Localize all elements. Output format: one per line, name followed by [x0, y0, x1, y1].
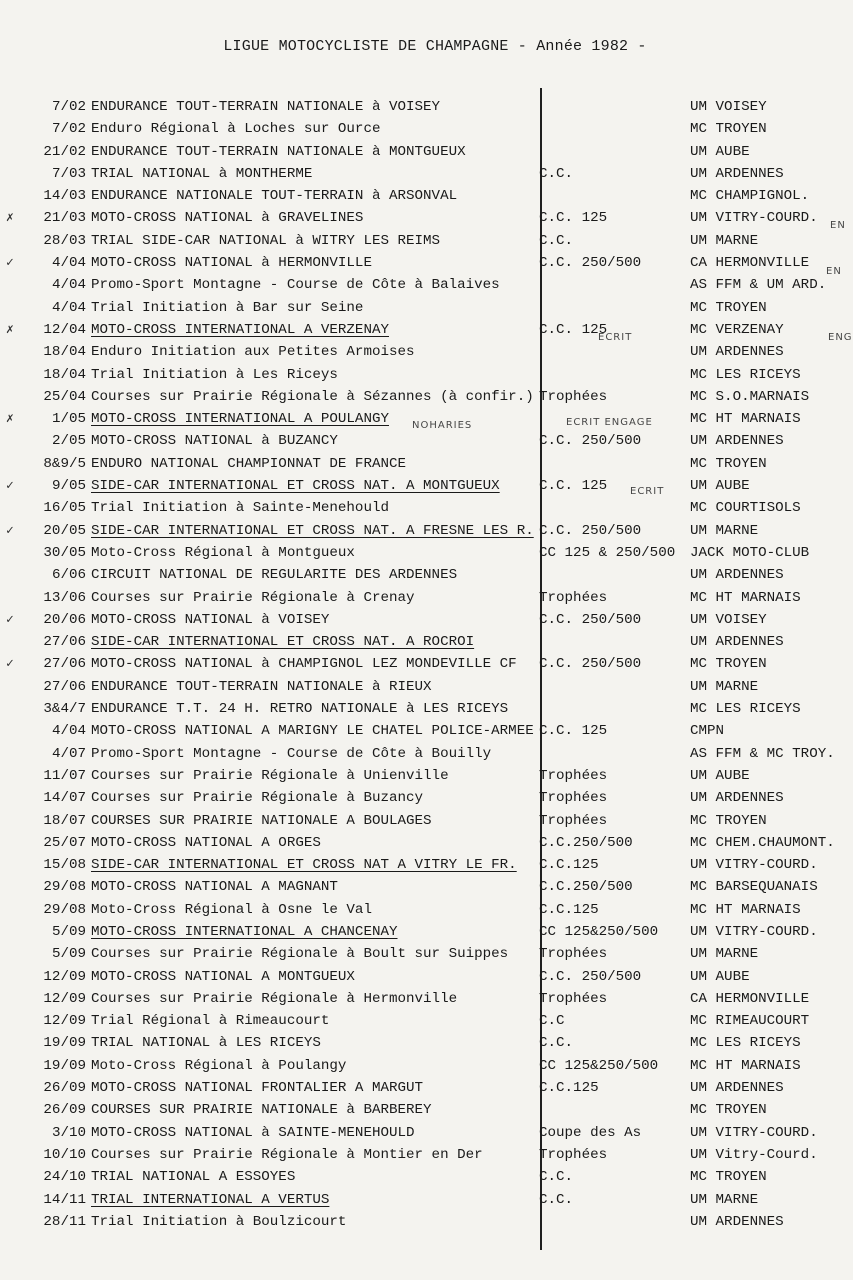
event-date: 2/05: [51, 433, 86, 450]
event-date: 20/06: [43, 611, 86, 628]
event-name: Courses sur Prairie Régionale à Unienville: [91, 767, 449, 784]
event-category: C.C. 250/500: [539, 611, 642, 628]
event-date: 4/04: [51, 299, 86, 316]
event-category: C.C.: [539, 165, 574, 182]
event-date: 12/09: [43, 1013, 86, 1030]
calendar-row: [0, 252, 850, 274]
event-category: C.C. 125: [539, 478, 608, 495]
event-date: 12/09: [43, 990, 86, 1007]
event-category: CC 125&250/500: [539, 923, 659, 940]
event-organizer: UM VOISEY: [690, 99, 767, 115]
event-category: C.C.125: [539, 857, 599, 874]
calendar-row: [0, 230, 850, 252]
event-name: TRIAL NATIONAL A ESSOYES: [91, 1169, 296, 1186]
event-organizer: UM ARDENNES: [690, 790, 784, 807]
event-date: 19/09: [43, 1035, 86, 1052]
event-name: Courses sur Prairie Régionale à Boult sur Suippes: [91, 946, 509, 963]
event-date: 4/04: [51, 723, 86, 740]
event-organizer: UM VITRY-COURD.: [690, 210, 818, 227]
event-date: 24/10: [43, 1169, 86, 1186]
event-name: Trial Initiation à Bar sur Seine: [91, 299, 364, 316]
page-title: LIGUE MOTOCYCLISTE DE CHAMPAGNE - Année 1982 -: [223, 38, 647, 55]
calendar-row: [0, 163, 850, 185]
event-name: COURSES SUR PRAIRIE NATIONALE à BARBEREY: [91, 1102, 432, 1119]
calendar-row: [0, 676, 850, 698]
event-organizer: UM AUBE: [690, 968, 750, 985]
event-organizer: UM ARDENNES: [690, 1213, 784, 1230]
calendar-row: [0, 564, 850, 586]
event-organizer: MC TROYEN: [690, 1169, 767, 1186]
calendar-row: [0, 743, 850, 765]
calendar-row: [0, 899, 850, 921]
event-category: C.C. 250/500: [539, 433, 642, 450]
event-organizer: UM AUBE: [690, 143, 750, 160]
calendar-row: [0, 430, 850, 452]
event-date: 4/04: [51, 277, 86, 294]
calendar-row: [0, 1077, 850, 1099]
event-category: C.C.250/500: [539, 834, 633, 851]
event-organizer: JACK MOTO-CLUB: [690, 544, 810, 561]
event-date: 1/05: [51, 411, 86, 428]
event-name: TRIAL NATIONAL à LES RICEYS: [91, 1035, 321, 1052]
event-name: MOTO-CROSS INTERNATIONAL A VERZENAY: [91, 321, 389, 338]
event-category: C.C.125: [539, 901, 599, 918]
event-organizer: UM ARDENNES: [690, 567, 784, 584]
handwritten-check-mark: ✓: [6, 656, 14, 672]
calendar-row: [0, 475, 850, 497]
event-organizer: MC HT MARNAIS: [690, 589, 801, 606]
event-category: C.C. 250/500: [539, 968, 642, 985]
event-category: CC 125 & 250/500: [539, 544, 676, 561]
event-name: Promo-Sport Montagne - Course de Côte à Bouilly: [91, 745, 492, 762]
calendar-row: [0, 653, 850, 675]
event-date: 7/02: [51, 121, 86, 138]
event-category: Trophées: [539, 388, 608, 405]
event-name: Trial Régional à Rimeaucourt: [91, 1013, 330, 1030]
event-organizer: AS FFM & MC TROY.: [690, 745, 835, 762]
calendar-row: [0, 1122, 850, 1144]
event-date: 18/04: [43, 344, 86, 361]
event-date: 10/10: [43, 1146, 86, 1163]
event-name: COURSES SUR PRAIRIE NATIONALE A BOULAGES: [91, 812, 432, 829]
event-organizer: CA HERMONVILLE: [690, 990, 810, 1007]
event-category: C.C: [539, 1013, 565, 1030]
calendar-row: [0, 587, 850, 609]
event-date: 4/07: [51, 745, 86, 762]
event-date: 3&4/7: [43, 701, 86, 718]
event-category: Coupe des As: [539, 1124, 642, 1141]
event-category: C.C.: [539, 1169, 574, 1186]
event-name: MOTO-CROSS INTERNATIONAL A POULANGY: [91, 411, 389, 428]
event-name: Trial Initiation à Sainte-Menehould: [91, 500, 389, 517]
event-date: 7/02: [51, 99, 86, 115]
event-organizer: MC RIMEAUCOURT: [690, 1013, 810, 1030]
event-name: TRIAL SIDE-CAR NATIONAL à WITRY LES REIMS: [91, 232, 441, 249]
event-name: MOTO-CROSS NATIONAL A MONTGUEUX: [91, 968, 355, 985]
handwritten-note-poulangy: NOHARIES: [412, 420, 473, 431]
calendar-row: [0, 453, 850, 475]
handwritten-check-mark: ✓: [6, 522, 14, 538]
event-date: 26/09: [43, 1102, 86, 1119]
event-organizer: UM AUBE: [690, 767, 750, 784]
event-organizer: MC VERZENAY: [690, 321, 784, 338]
calendar-row: [0, 609, 850, 631]
event-organizer: MC S.O.MARNAIS: [690, 388, 810, 405]
event-category: Trophées: [539, 1146, 608, 1163]
event-organizer: MC TROYEN: [690, 455, 767, 472]
event-organizer: UM MARNE: [690, 1191, 759, 1208]
calendar-row: [0, 876, 850, 898]
event-organizer: MC TROYEN: [690, 812, 767, 829]
event-organizer: UM VITRY-COURD.: [690, 1124, 818, 1141]
event-name: MOTO-CROSS NATIONAL A MARIGNY LE CHATEL POLICE-ARMEE: [91, 723, 534, 740]
event-date: 8&9/5: [43, 455, 86, 472]
event-date: 12/09: [43, 968, 86, 985]
event-date: 18/07: [43, 812, 86, 829]
calendar-row: [0, 386, 850, 408]
calendar-row: [0, 497, 850, 519]
calendar-row: [0, 810, 850, 832]
event-name: Trial Initiation à Les Riceys: [91, 366, 338, 383]
event-date: 9/05: [51, 478, 86, 495]
event-organizer: UM ARDENNES: [690, 1080, 784, 1097]
event-date: 16/05: [43, 500, 86, 517]
event-organizer: MC LES RICEYS: [690, 366, 801, 383]
event-organizer: UM VITRY-COURD.: [690, 857, 818, 874]
calendar-list: [0, 96, 850, 1233]
event-name: Courses sur Prairie Régionale à Sézannes (à confir.): [91, 388, 534, 405]
handwritten-note-montgueux: ECRIT: [630, 486, 665, 497]
event-name: MOTO-CROSS NATIONAL à GRAVELINES: [91, 210, 364, 227]
event-name: MOTO-CROSS NATIONAL à BUZANCY: [91, 433, 338, 450]
event-name: Courses sur Prairie Régionale à Buzancy: [91, 790, 424, 807]
event-organizer: MC CHAMPIGNOL.: [690, 188, 810, 205]
event-name: Moto-Cross Régional à Osne le Val: [91, 901, 372, 918]
handwritten-check-mark: ✗: [6, 210, 14, 226]
handwritten-check-mark: ✓: [6, 611, 14, 627]
calendar-row: [0, 96, 850, 118]
calendar-row: [0, 274, 850, 296]
event-category: C.C.250/500: [539, 879, 633, 896]
event-date: 4/04: [51, 255, 86, 272]
event-organizer: MC COURTISOLS: [690, 500, 801, 517]
event-name: SIDE-CAR INTERNATIONAL ET CROSS NAT. A ROCROI: [91, 634, 475, 651]
calendar-row: [0, 921, 850, 943]
event-organizer: MC HT MARNAIS: [690, 411, 801, 428]
event-name: MOTO-CROSS NATIONAL A MAGNANT: [91, 879, 338, 896]
event-date: 28/11: [43, 1213, 86, 1230]
event-organizer: UM MARNE: [690, 522, 759, 539]
event-organizer: UM ARDENNES: [690, 165, 784, 182]
event-organizer: UM VITRY-COURD.: [690, 923, 818, 940]
event-organizer: MC TROYEN: [690, 656, 767, 673]
event-name: MOTO-CROSS INTERNATIONAL A CHANCENAY: [91, 923, 398, 940]
calendar-row: [0, 988, 850, 1010]
calendar-row: [0, 141, 850, 163]
handwritten-note-poulangy-engage: ECRIT ENGAGE: [566, 417, 653, 428]
event-date: 5/09: [51, 923, 86, 940]
event-organizer: UM MARNE: [690, 946, 759, 963]
event-date: 27/06: [43, 656, 86, 673]
event-category: C.C. 250/500: [539, 656, 642, 673]
handwritten-org-suffix-verzenay: ENG: [828, 332, 853, 343]
event-date: 25/07: [43, 834, 86, 851]
event-organizer: UM Vitry-Courd.: [690, 1146, 818, 1163]
event-name: Promo-Sport Montagne - Course de Côte à Balaives: [91, 277, 500, 294]
event-name: ENDURANCE TOUT-TERRAIN NATIONALE à MONTGUEUX: [91, 143, 466, 160]
event-category: Trophées: [539, 589, 608, 606]
event-date: 14/03: [43, 188, 86, 205]
event-organizer: CMPN: [690, 723, 725, 740]
event-organizer: UM ARDENNES: [690, 433, 784, 450]
event-name: SIDE-CAR INTERNATIONAL ET CROSS NAT. A FRESNE LES R.: [91, 522, 534, 539]
event-category: C.C.125: [539, 1080, 599, 1097]
event-category: Trophées: [539, 812, 608, 829]
event-date: 25/04: [43, 388, 86, 405]
calendar-row: [0, 720, 850, 742]
event-organizer: AS FFM & UM ARD.: [690, 277, 827, 294]
event-date: 27/06: [43, 634, 86, 651]
calendar-row: [0, 943, 850, 965]
event-category: C.C. 250/500: [539, 522, 642, 539]
handwritten-check-mark: ✗: [6, 321, 14, 337]
event-organizer: CA HERMONVILLE: [690, 255, 810, 272]
event-date: 20/05: [43, 522, 86, 539]
calendar-row: [0, 319, 850, 341]
event-name: Moto-Cross Régional à Montgueux: [91, 544, 355, 561]
calendar-row: [0, 542, 850, 564]
calendar-row: [0, 118, 850, 140]
event-name: SIDE-CAR INTERNATIONAL ET CROSS NAT. A MONTGUEUX: [91, 478, 500, 495]
calendar-row: [0, 185, 850, 207]
event-organizer: MC HT MARNAIS: [690, 1057, 801, 1074]
event-name: Courses sur Prairie Régionale à Hermonville: [91, 990, 458, 1007]
event-name: MOTO-CROSS NATIONAL A ORGES: [91, 834, 321, 851]
event-name: ENDURANCE NATIONALE TOUT-TERRAIN à ARSONVAL: [91, 188, 458, 205]
calendar-row: [0, 631, 850, 653]
calendar-row: [0, 765, 850, 787]
calendar-row: [0, 364, 850, 386]
calendar-row: [0, 1032, 850, 1054]
calendar-row: [0, 966, 850, 988]
calendar-row: [0, 297, 850, 319]
event-name: Courses sur Prairie Régionale à Montier en Der: [91, 1146, 483, 1163]
event-category: C.C. 125: [539, 321, 608, 338]
event-date: 21/02: [43, 143, 86, 160]
event-date: 14/11: [43, 1191, 86, 1208]
event-date: 29/08: [43, 879, 86, 896]
event-name: TRIAL NATIONAL à MONTHERME: [91, 165, 313, 182]
event-category: CC 125&250/500: [539, 1057, 659, 1074]
handwritten-org-suffix-gravelines: EN: [830, 220, 846, 231]
event-date: 13/06: [43, 589, 86, 606]
event-category: C.C.: [539, 1035, 574, 1052]
event-name: SIDE-CAR INTERNATIONAL ET CROSS NAT A VITRY LE FR.: [91, 857, 517, 874]
event-name: TRIAL INTERNATIONAL A VERTUS: [91, 1191, 330, 1208]
event-name: ENDURANCE TOUT-TERRAIN NATIONALE à RIEUX: [91, 678, 432, 695]
event-name: MOTO-CROSS NATIONAL à SAINTE-MENEHOULD: [91, 1124, 415, 1141]
event-name: Trial Initiation à Boulzicourt: [91, 1213, 347, 1230]
event-category: C.C. 125: [539, 723, 608, 740]
event-organizer: UM ARDENNES: [690, 634, 784, 651]
event-organizer: UM MARNE: [690, 678, 759, 695]
event-category: Trophées: [539, 790, 608, 807]
calendar-row: [0, 698, 850, 720]
handwritten-check-mark: ✗: [6, 411, 14, 427]
calendar-row: [0, 341, 850, 363]
calendar-row: [0, 1099, 850, 1121]
event-date: 18/04: [43, 366, 86, 383]
handwritten-check-mark: ✓: [6, 478, 14, 494]
event-organizer: MC LES RICEYS: [690, 1035, 801, 1052]
event-date: 26/09: [43, 1080, 86, 1097]
event-name: MOTO-CROSS NATIONAL FRONTALIER A MARGUT: [91, 1080, 424, 1097]
event-organizer: UM MARNE: [690, 232, 759, 249]
event-date: 5/09: [51, 946, 86, 963]
event-organizer: UM AUBE: [690, 478, 750, 495]
event-name: ENDURANCE T.T. 24 H. RETRO NATIONALE à LES RICEYS: [91, 701, 509, 718]
event-organizer: UM ARDENNES: [690, 344, 784, 361]
calendar-row: [0, 1166, 850, 1188]
event-organizer: MC TROYEN: [690, 1102, 767, 1119]
calendar-row: [0, 520, 850, 542]
handwritten-note-verzenay: ECRIT: [598, 332, 633, 343]
calendar-row: [0, 1010, 850, 1032]
event-date: 14/07: [43, 790, 86, 807]
event-category: C.C.: [539, 1191, 574, 1208]
event-name: MOTO-CROSS NATIONAL à CHAMPIGNOL LEZ MONDEVILLE CF: [91, 656, 517, 673]
event-name: MOTO-CROSS NATIONAL à HERMONVILLE: [91, 255, 372, 272]
event-organizer: MC LES RICEYS: [690, 701, 801, 718]
event-date: 29/08: [43, 901, 86, 918]
event-organizer: MC HT MARNAIS: [690, 901, 801, 918]
event-name: Enduro Initiation aux Petites Armoises: [91, 344, 415, 361]
event-date: 6/06: [51, 567, 86, 584]
event-category: C.C. 125: [539, 210, 608, 227]
handwritten-org-suffix-hermonville: EN: [826, 266, 842, 277]
event-category: C.C.: [539, 232, 574, 249]
event-date: 15/08: [43, 857, 86, 874]
calendar-row: [0, 1055, 850, 1077]
event-organizer: MC TROYEN: [690, 121, 767, 138]
event-name: ENDURANCE TOUT-TERRAIN NATIONALE à VOISEY: [91, 99, 441, 115]
calendar-row: [0, 1189, 850, 1211]
calendar-row: [0, 207, 850, 229]
calendar-row: [0, 787, 850, 809]
event-category: Trophées: [539, 946, 608, 963]
event-date: 19/09: [43, 1057, 86, 1074]
calendar-row: [0, 1144, 850, 1166]
event-date: 7/03: [51, 165, 86, 182]
event-date: 27/06: [43, 678, 86, 695]
event-name: Courses sur Prairie Régionale à Crenay: [91, 589, 415, 606]
event-name: MOTO-CROSS NATIONAL à VOISEY: [91, 611, 330, 628]
calendar-row: [0, 832, 850, 854]
event-category: Trophées: [539, 990, 608, 1007]
event-organizer: MC TROYEN: [690, 299, 767, 316]
event-date: 3/10: [51, 1124, 86, 1141]
event-organizer: MC CHEM.CHAUMONT.: [690, 834, 835, 851]
event-category: Trophées: [539, 767, 608, 784]
event-date: 12/04: [43, 321, 86, 338]
event-organizer: UM VOISEY: [690, 611, 767, 628]
event-name: Enduro Régional à Loches sur Ource: [91, 121, 381, 138]
event-organizer: MC BARSEQUANAIS: [690, 879, 818, 896]
event-date: 28/03: [43, 232, 86, 249]
calendar-row: [0, 1211, 850, 1233]
event-date: 11/07: [43, 767, 86, 784]
event-category: C.C. 250/500: [539, 255, 642, 272]
event-date: 30/05: [43, 544, 86, 561]
event-name: ENDURO NATIONAL CHAMPIONNAT DE FRANCE: [91, 455, 407, 472]
event-name: Moto-Cross Régional à Poulangy: [91, 1057, 347, 1074]
event-name: CIRCUIT NATIONAL DE REGULARITE DES ARDENNES: [91, 567, 458, 584]
calendar-row: [0, 854, 850, 876]
handwritten-check-mark: ✓: [6, 255, 14, 271]
event-date: 21/03: [43, 210, 86, 227]
